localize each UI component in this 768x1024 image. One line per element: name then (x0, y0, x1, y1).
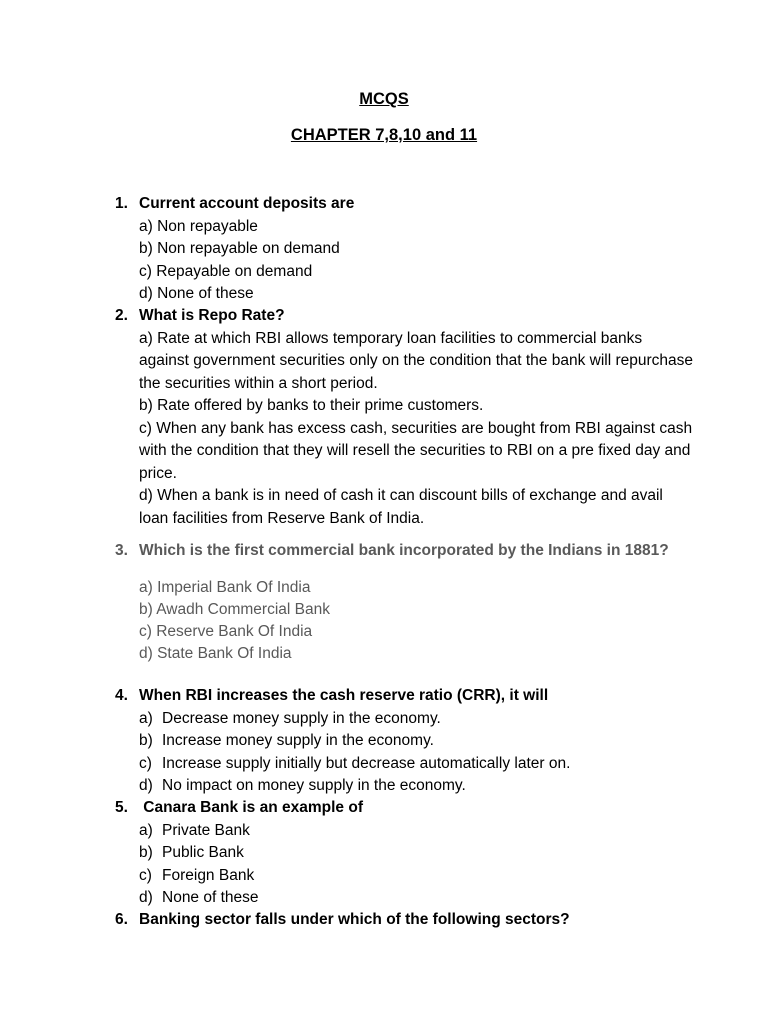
question-5 (115, 797, 695, 910)
question-1 (115, 193, 695, 306)
option-a (139, 708, 695, 731)
option-letter: c) (139, 754, 152, 772)
question-3 (115, 540, 695, 665)
question-text: Current account deposits are (139, 195, 355, 212)
option-text: Foreign Bank (162, 866, 255, 884)
option-a: a) Imperial Bank Of India (139, 578, 311, 596)
option-c (139, 865, 695, 888)
option-a (139, 820, 695, 843)
option-a: a) Non repayable (139, 217, 258, 235)
option-letter: c) (139, 866, 152, 884)
option-c (139, 753, 695, 776)
question-number: 4. (115, 687, 128, 704)
option-letter: b) (139, 844, 153, 861)
question-text: When RBI increases the cash reserve ratio (CRR), it will (139, 687, 549, 704)
question-number: 5. (115, 799, 128, 816)
option-text: Private Bank (162, 821, 250, 839)
question-text: What is Repo Rate? (139, 307, 285, 324)
option-letter: d) (139, 777, 153, 794)
option-b (139, 730, 695, 753)
options-list (115, 577, 695, 665)
option-letter: d) (139, 889, 153, 906)
option-b: b) Awadh Commercial Bank (139, 600, 330, 618)
option-b: b) Non repayable on demand (139, 240, 340, 257)
option-b: b) Rate offered by banks to their prime customers. (139, 397, 484, 414)
option-c: c) Reserve Bank Of India (139, 622, 313, 640)
question-number: 3. (115, 542, 128, 559)
option-d: d) None of these (139, 285, 254, 302)
option-letter: a) (139, 821, 153, 839)
document-subheading: CHAPTER 7,8,10 and 11 (290, 126, 478, 144)
option-text: None of these (162, 889, 259, 906)
option-d: d) When a bank is in need of cash it can discount bills of exchange and avail loan facilities from Reserve Bank of India. (139, 487, 663, 527)
option-text: Public Bank (162, 844, 244, 861)
option-c: c) When any bank has excess cash, securities are bought from RBI against cash with the condition that they will resell the securities to RBI on a pre fixed day and price. (139, 419, 693, 482)
option-d: d) State Bank Of India (139, 644, 292, 662)
option-text: Decrease money supply in the economy. (162, 709, 441, 727)
option-text: Increase money supply in the economy. (162, 732, 434, 749)
question-text: Banking sector falls under which of the following sectors? (139, 911, 570, 928)
question-2 (115, 305, 695, 530)
question-number: 2. (115, 307, 128, 324)
option-letter: a) (139, 709, 153, 727)
option-c: c) Repayable on demand (139, 262, 313, 280)
option-d (139, 887, 695, 910)
option-d (139, 775, 695, 798)
question-6 (115, 909, 695, 932)
option-b (139, 842, 695, 865)
question-number: 6. (115, 911, 128, 928)
option-letter: b) (139, 732, 153, 749)
option-a: a) Rate at which RBI allows temporary loan facilities to commercial banks against government securities only on the condition that the bank will repurchase the securities within a short period. (139, 329, 694, 392)
question-number: 1. (115, 195, 128, 212)
option-text: Increase supply initially but decrease automatically later on. (162, 754, 571, 772)
question-4 (115, 685, 695, 798)
option-text: No impact on money supply in the economy. (162, 777, 466, 794)
document-heading: MCQS (359, 90, 409, 108)
question-text: Canara Bank is an example of (139, 799, 363, 816)
question-text: Which is the first commercial bank incorporated by the Indians in 1881? (139, 542, 669, 559)
